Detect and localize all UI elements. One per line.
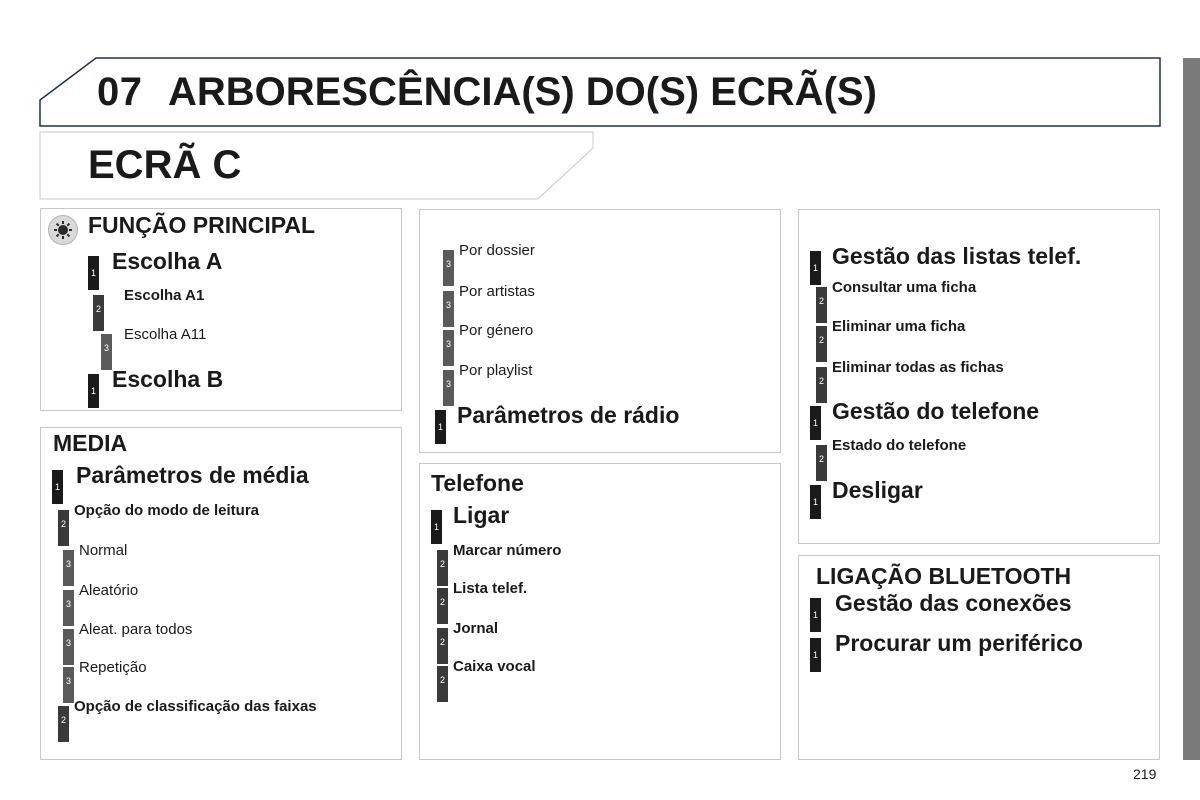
menu-item-label: Por género [459, 322, 534, 339]
menu-item-label: Consultar uma ficha [832, 279, 977, 296]
page-number: 219 [1133, 766, 1157, 782]
menu-item-label: Aleatório [79, 582, 139, 599]
level-marker: 2 [437, 666, 448, 702]
level-marker: 1 [88, 256, 99, 290]
menu-item-label: Aleat. para todos [79, 621, 193, 638]
level-marker: 2 [816, 367, 827, 403]
level-marker: 2 [437, 550, 448, 586]
level-marker: 1 [88, 374, 99, 408]
level-marker: 2 [816, 326, 827, 362]
chapter-number: 07 [97, 70, 143, 114]
level-marker: 3 [63, 550, 74, 586]
menu-item-label: Gestão das conexões [835, 590, 1072, 616]
level-marker: 2 [58, 510, 69, 546]
level-marker: 2 [58, 706, 69, 742]
level-marker: 2 [816, 445, 827, 481]
level-marker: 3 [101, 334, 112, 370]
level-marker: 3 [443, 291, 454, 327]
menu-item-label: Por dossier [459, 242, 535, 259]
menu-item-label: Opção do modo de leitura [74, 502, 260, 519]
menu-item-label: Escolha A [112, 248, 223, 274]
level-marker: 2 [816, 287, 827, 323]
menu-item-label: Escolha A1 [124, 287, 205, 304]
menu-item-label: Parâmetros de média [76, 462, 309, 488]
screen-title: ECRÃ C [88, 143, 242, 187]
level-marker: 1 [810, 406, 821, 440]
level-marker: 3 [63, 590, 74, 626]
menu-item-label: Jornal [453, 620, 499, 637]
level-marker: 3 [443, 250, 454, 286]
menu-item-label: Opção de classificação das faixas [74, 698, 317, 715]
menu-item-label: Desligar [832, 477, 923, 503]
level-marker: 1 [810, 251, 821, 285]
menu-item-label: Gestão do telefone [832, 398, 1040, 424]
menu-item-label: Estado do telefone [832, 437, 967, 454]
level-marker: 1 [810, 485, 821, 519]
level-marker: 1 [810, 598, 821, 632]
menu-item-label: Gestão das listas telef. [832, 243, 1082, 269]
menu-item-label: Por artistas [459, 283, 535, 300]
level-marker: 1 [431, 510, 442, 544]
menu-item-label: Eliminar uma ficha [832, 318, 966, 335]
chapter-side-bar [1183, 58, 1200, 760]
menu-item-label: Parâmetros de rádio [457, 402, 680, 428]
menu-item-label: Normal [79, 542, 128, 559]
menu-item-label: Procurar um periférico [835, 630, 1083, 656]
menu-item-label: Marcar número [453, 542, 562, 559]
level-marker: 1 [810, 638, 821, 672]
level-marker: 1 [435, 410, 446, 444]
chapter-title: ARBORESCÊNCIA(S) DO(S) ECRÃ(S) [168, 70, 877, 114]
level-marker: 3 [443, 330, 454, 366]
level-marker: 2 [437, 588, 448, 624]
telefone-title: Telefone [431, 470, 524, 496]
menu-item-label: Escolha A11 [124, 326, 207, 343]
level-marker: 2 [437, 628, 448, 664]
menu-item-label: Ligar [453, 502, 510, 528]
menu-item-label: Repetição [79, 659, 147, 676]
level-marker: 2 [93, 295, 104, 331]
gear-icon [48, 215, 78, 245]
menu-item-label: Lista telef. [453, 580, 528, 597]
funcao-principal-title: FUNÇÃO PRINCIPAL [88, 212, 316, 238]
menu-item-label: Por playlist [459, 362, 533, 379]
menu-item-label: Caixa vocal [453, 658, 536, 675]
bluetooth-title: LIGAÇÃO BLUETOOTH [816, 563, 1072, 589]
level-marker: 3 [443, 370, 454, 406]
menu-item-label: Eliminar todas as fichas [832, 359, 1004, 376]
level-marker: 3 [63, 667, 74, 703]
menu-item-label: Escolha B [112, 366, 224, 392]
level-marker: 3 [63, 629, 74, 665]
level-marker: 1 [52, 470, 63, 504]
media-title: MEDIA [53, 430, 128, 456]
